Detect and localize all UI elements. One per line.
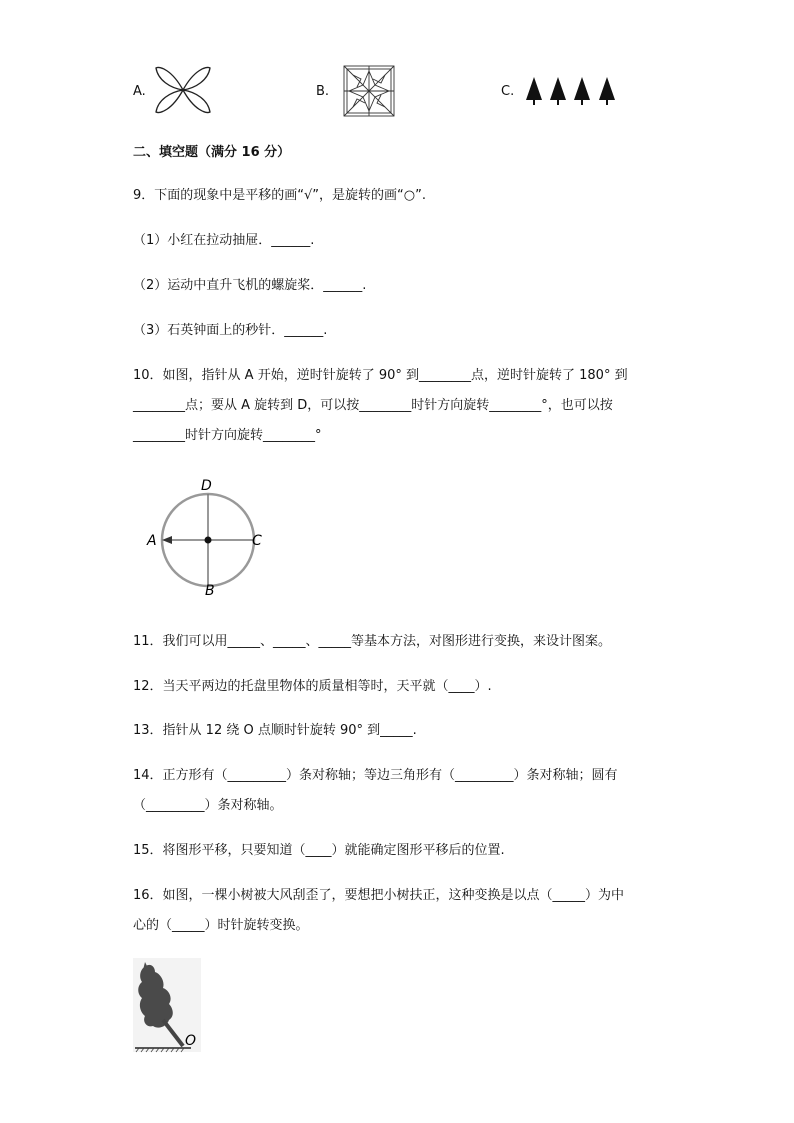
question-10-line-3: ________时针方向旋转________°: [133, 428, 322, 443]
option-c-label: C.: [501, 84, 515, 99]
question-9-3: （3）石英钟面上的秒针．______.: [133, 323, 328, 338]
question-14-line-1: 14．正方形有（_________）条对称轴；等边三角形有（_________）条对称轴；圆有: [133, 768, 618, 783]
clock-circle-figure: [140, 475, 270, 600]
question-9-2: （2）运动中直升飞机的螺旋桨．______.: [133, 278, 367, 293]
option-b-label: B.: [316, 84, 330, 99]
tree-label-o: O: [185, 1033, 197, 1049]
option-c-trees-figure: [524, 76, 619, 106]
option-a-label: A.: [133, 84, 146, 99]
section-title: 二、填空题（满分 16 分）: [133, 145, 291, 160]
question-10-line-2: ________点；要从 A 旋转到 D，可以按________时针方向旋转________°，也可以按: [133, 398, 613, 413]
question-13: 13．指针从 12 绕 O 点顺时针旋转 90° 到_____.: [133, 723, 417, 738]
question-9: 9．下面的现象中是平移的画“√”，是旋转的画“○”.: [133, 188, 426, 203]
clock-label-c: C: [252, 533, 262, 549]
question-9-1: （1）小红在拉动抽屉．______.: [133, 233, 315, 248]
clock-label-b: B: [205, 583, 215, 599]
clock-label-a: A: [147, 533, 157, 549]
question-16-line-1: 16．如图，一棵小树被大风刮歪了，要想把小树扶正，这种变换是以点（_____）为中: [133, 888, 625, 903]
tilted-tree-figure: [133, 958, 205, 1054]
question-12: 12．当天平两边的托盘里物体的质量相等时，天平就（____）.: [133, 679, 492, 694]
question-15: 15．将图形平移，只要知道（____）就能确定图形平移后的位置.: [133, 843, 505, 858]
option-a-flower-figure: [152, 64, 214, 116]
question-14-line-2: （_________）条对称轴。: [133, 798, 283, 813]
clock-label-d: D: [201, 478, 212, 494]
question-10-line-1: 10．如图，指针从 A 开始，逆时针旋转了 90° 到________点，逆时针旋转了 180° 到: [133, 368, 628, 383]
option-b-square-pattern-figure: [343, 65, 395, 117]
question-11: 11．我们可以用_____、_____、_____等基本方法，对图形进行变换，来设计图案。: [133, 634, 612, 649]
question-16-line-2: 心的（_____）时针旋转变换。: [133, 918, 309, 933]
